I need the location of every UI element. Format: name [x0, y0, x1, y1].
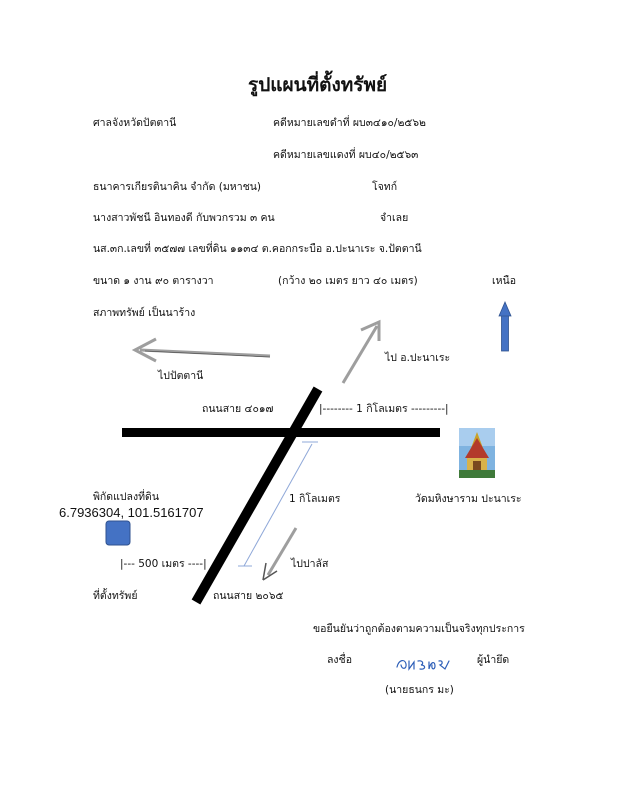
deed-details: นส.๓ก.เลขที่ ๓๕๗๗ เลขที่ดิน ๑๑๓๔ ต.คอกกระบือ อ.ปะนาเระ จ.ปัตตานี: [93, 243, 422, 255]
red-case-number: คดีหมายเลขแดงที่ ผบ๔๐/๒๕๖๓: [273, 149, 419, 161]
label-distance-1km-horizontal: |-------- 1 กิโลเมตร ---------|: [319, 403, 449, 415]
label-to-pattani: ไปปัตตานี: [158, 370, 204, 382]
label-to-panare: ไป อ.ปะนาเระ: [385, 352, 451, 364]
label-distance-1km-diagonal: 1 กิโลเมตร: [289, 493, 341, 505]
coordinate-value: 6.7936304, 101.5161707: [59, 505, 204, 520]
property-condition: สภาพทรัพย์ เป็นนาร้าง: [93, 307, 196, 319]
road-4017: [122, 428, 440, 437]
signature-image: [393, 652, 453, 674]
page-title: รูปแผนที่ตั้งทรัพย์: [248, 74, 388, 96]
defendant-name: นางสาวพัชนี อินทองดี กับพวกรวม ๓ คน: [93, 212, 275, 224]
coordinate-label: พิกัดแปลงที่ดิน: [93, 491, 160, 503]
land-size: ขนาด ๑ งาน ๙๐ ตารางวา: [93, 275, 214, 287]
north-label: เหนือ: [492, 275, 516, 287]
plaintiff-name: ธนาคารเกียรตินาคิน จำกัด (มหาชน): [93, 181, 262, 193]
arrow-to-palas-icon: [263, 528, 296, 580]
label-distance-500m: |--- 500 เมตร ----|: [120, 558, 207, 570]
label-to-palas: ไปปาลัส: [291, 558, 329, 570]
black-case-number: คดีหมายเลขดำที่ ผบ๓๔๑๐/๒๕๖๒: [273, 117, 426, 129]
sign-label: ลงชื่อ: [327, 654, 352, 666]
temple-photo-icon: [459, 428, 495, 478]
signer-role: ผู้นำยึด: [477, 654, 510, 666]
land-dimensions: (กว้าง ๒๐ เมตร ยาว ๔๐ เมตร): [278, 275, 418, 287]
label-road-2065: ถนนสาย ๒๐๖๕: [213, 590, 284, 602]
property-marker-icon: [106, 521, 130, 545]
defendant-role: จำเลย: [380, 212, 409, 224]
temple-name: วัดมหิงษาราม ปะนาเระ: [415, 493, 522, 505]
signer-name: (นายธนกร มะ): [385, 684, 454, 696]
court-name: ศาลจังหวัดปัตตานี: [93, 117, 177, 129]
label-property-location: ที่ตั้งทรัพย์: [93, 590, 138, 602]
arrow-to-pattani-icon: [135, 339, 270, 361]
certification-statement: ขอยืนยันว่าถูกต้องตามความเป็นจริงทุกประการ: [313, 623, 525, 635]
north-arrow-icon: [499, 302, 511, 351]
plaintiff-role: โจทก์: [372, 181, 398, 193]
arrow-to-panare-icon: [343, 322, 379, 383]
label-road-4017: ถนนสาย ๔๐๑๗: [202, 403, 274, 415]
